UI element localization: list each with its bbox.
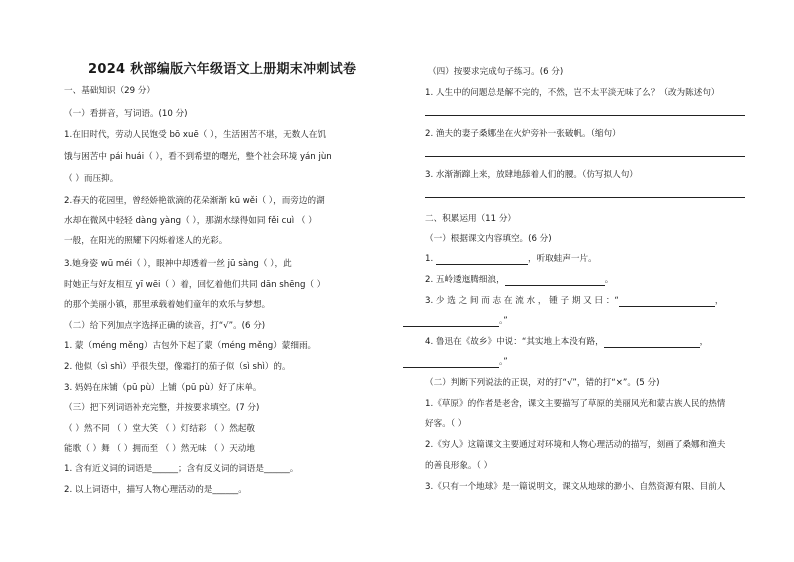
fill-blank-4b[interactable] xyxy=(403,358,499,368)
part-4-heading: （四）按要求完成句子练习。(6 分) xyxy=(428,67,564,77)
part-2a-heading: （一）根据课文内容填空。(6 分) xyxy=(425,234,552,244)
fill-item-3-comma: ， xyxy=(714,296,724,306)
answer-line-3[interactable] xyxy=(425,197,745,198)
sentence-q3: 3. 水渐渐蹿上来，放肆地舔着人们的腰。（仿写拟人句） xyxy=(425,170,638,180)
section-2-heading: 二、积累运用（11 分） xyxy=(425,214,517,224)
fill-blank-3a[interactable] xyxy=(619,297,715,307)
q2-line-1: 2.春天的花园里，曾经娇艳欲滴的花朵渐渐 kū wěi（ ），而旁边的湖 xyxy=(64,196,325,206)
q2-line-3: 一般，在阳光的照耀下闪烁着迷人的光彩。 xyxy=(64,236,228,246)
judge-1-line-2: 好客。（ ） xyxy=(425,419,467,429)
sentence-q1: 1. 人生中的问题总是解不完的，不然，岂不太平淡无味了么？（改为陈述句） xyxy=(425,88,720,98)
q1-line-1: 1.在旧时代，劳动人民饱受 bō xuē（ ），生活困苦不堪，无数人在饥 xyxy=(64,130,327,140)
fill-item-4 xyxy=(425,337,708,348)
sentence-q2: 2. 渔夫的妻子桑娜坐在火炉旁补一张破帆。（缩句） xyxy=(425,129,621,139)
judge-2-line-2: 的善良形象。（ ） xyxy=(425,461,493,471)
fill-item-3 xyxy=(425,296,723,307)
fill-item-4-comma: ， xyxy=(699,337,709,347)
fill-blank-1[interactable] xyxy=(436,255,528,265)
fill-item-1 xyxy=(425,254,597,265)
fill-blank-3b[interactable] xyxy=(403,317,499,327)
fill-blank-4a[interactable] xyxy=(604,338,700,348)
part-1c-heading: （三）把下列词语补充完整，并按要求填空。(7 分) xyxy=(64,403,260,413)
idiom-row-1: （ ）然不同 （ ）堂大笑 （ ）灯结彩 （ ）然起敬 xyxy=(64,424,255,434)
pron-item-1: 1. 蒙（méng měng）古包外下起了蒙（méng měng）蒙细雨。 xyxy=(64,341,317,351)
part-1a-heading: （一）看拼音，写词语。(10 分) xyxy=(64,109,188,119)
idiom-question-2: 2. 以上词语中，描写人物心理活动的是______。 xyxy=(64,485,247,495)
judge-1-line-1: 1.《草原》的作者是老舍，课文主要描写了草原的美丽风光和蒙古族人民的热情 xyxy=(425,399,726,409)
q3-line-2: 时她正与好友相互 yī wēi（ ）着，回忆着他们共同 dān shēng（ ） xyxy=(64,280,326,290)
fill-item-2-end: 。 xyxy=(604,275,614,285)
fill-item-2-text: 2. 五岭逶迤腾细浪， xyxy=(425,275,505,285)
part-1b-heading: （二）给下列加点字选择正确的读音，打“√”。(6 分) xyxy=(64,321,266,331)
fill-item-3-text: 3. 少 选 之 间 而 志 在 流 水 ， 锺 子 期 又 曰 ：“ xyxy=(425,296,619,306)
fill-item-3-cont xyxy=(403,316,508,327)
idiom-row-2: 能歌（ ）舞 （ ）拥而至 （ ）然无味 （ ）天动地 xyxy=(64,444,255,454)
answer-line-2[interactable] xyxy=(425,156,745,157)
pron-item-3: 3. 妈妈在床铺（pū pù）上铺（pū pù）好了床单。 xyxy=(64,383,262,393)
pron-item-2: 2. 他似（sì shì）乎很失望，像霜打的茄子似（sì shì）的。 xyxy=(64,362,291,372)
answer-line-1[interactable] xyxy=(425,115,745,116)
part-2b-heading: （二）判断下列说法的正误，对的打“√”，错的打“×”。(5 分) xyxy=(425,378,660,388)
page-title: 2024 秋部编版六年级语文上册期末冲刺试卷 xyxy=(88,62,357,77)
fill-blank-2[interactable] xyxy=(505,276,605,286)
judge-2-line-1: 2.《穷人》这篇课文主要通过对环境和人物心理活动的描写，刻画了桑娜和渔夫 xyxy=(425,440,726,450)
fill-item-2 xyxy=(425,275,613,286)
fill-item-4-cont xyxy=(403,357,508,368)
judge-3-line-1: 3.《只有一个地球》是一篇说明文，课文从地球的渺小、自然资源有限、目前人 xyxy=(425,482,726,492)
idiom-question-1: 1. 含有近义词的词语是______；含有反义词的词语是______。 xyxy=(64,464,299,474)
fill-item-4-end: 。” xyxy=(499,357,508,367)
fill-item-1-text: ，听取蛙声一片。 xyxy=(527,254,597,264)
fill-item-1-number: 1. xyxy=(425,254,436,264)
q3-line-1: 3.她身姿 wū méi（ ），眼神中却透着一丝 jū sàng（ ），此 xyxy=(64,259,292,269)
section-1-heading: 一、基础知识（29 分） xyxy=(64,86,156,96)
fill-item-4-text: 4. 鲁迅在《故乡》中说：“其实地上本没有路， xyxy=(425,337,604,347)
q3-line-3: 的那个美丽小镇，那里承载着她们童年的欢乐与梦想。 xyxy=(64,300,271,310)
fill-item-3-end: 。” xyxy=(499,316,508,326)
q1-line-3: （ ）而压抑。 xyxy=(64,174,119,184)
q2-line-2: 水却在微风中轻轻 dàng yàng（ ），那湖水绿得如同 fěi cuì （ ） xyxy=(64,216,317,226)
q1-line-2: 饿与困苦中 pái huái（ ），看不到希望的曙光，整个社会环境 yán jùn xyxy=(64,152,332,162)
